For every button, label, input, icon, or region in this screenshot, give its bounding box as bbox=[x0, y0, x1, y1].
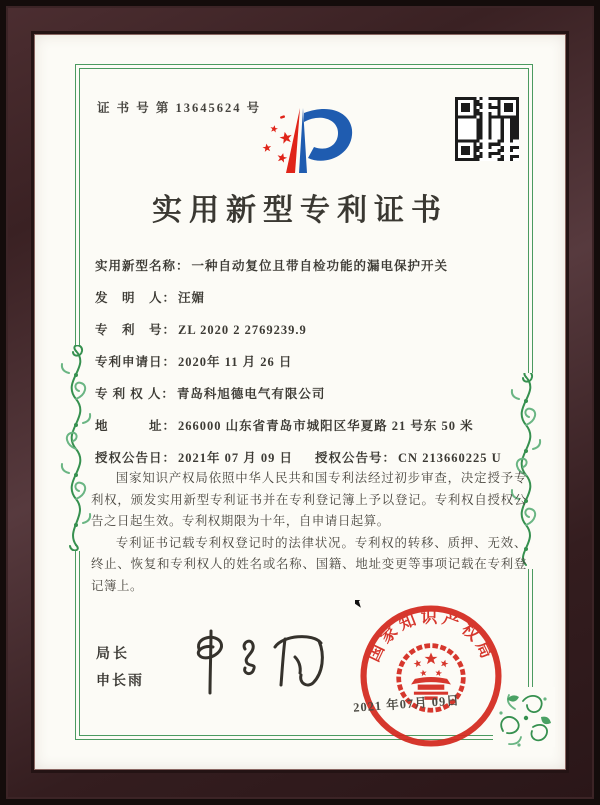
field-name: 实用新型名称： 一种自动复位且带自检功能的漏电保护开关 bbox=[95, 259, 449, 273]
field-address: 地 址： 266000 山东省青岛市城阳区华夏路 21 号东 50 米 bbox=[95, 419, 474, 433]
field-inventor: 发 明 人： 汪媚 bbox=[95, 291, 206, 305]
certificate-number: 证 书 号 第 13645624 号 bbox=[97, 101, 262, 115]
cnipa-logo-icon bbox=[241, 101, 363, 181]
certificate-paper bbox=[35, 35, 565, 769]
director-title: 局长 bbox=[96, 647, 130, 662]
cnipa-seal bbox=[352, 600, 507, 752]
field-patent-number: 专 利 号： ZL 2020 2 2769239.9 bbox=[95, 323, 307, 337]
field-filing-date: 专利申请日： 2020年 11 月 26 日 bbox=[95, 355, 293, 369]
field-patentee: 专 利 权 人： 青岛科旭德电气有限公司 bbox=[95, 387, 326, 401]
legal-paragraph: 国家知识产权局依照中华人民共和国专利法经过初步审查，决定授予专利权，颁发实用新型专利证书并在专利登记簿上予以登记。专利权自授权公告之日起生效。专利权期限为十年，自申请日起算。 bbox=[91, 471, 527, 528]
legal-paragraph: 专利证书记载专利权登记时的法律状况。专利权的转移、质押、无效、终止、恢复和专利权人的姓名或名称、国籍、地址变更等事项记载在专利登记簿上。 bbox=[91, 535, 527, 593]
director-name: 申长雨 bbox=[96, 674, 144, 689]
seal-ring-text: 国家知识产权局 bbox=[363, 607, 499, 665]
qr-code bbox=[455, 97, 519, 161]
legal-text bbox=[91, 468, 527, 597]
certificate-title: 实用新型专利证书 bbox=[152, 194, 448, 227]
director-signature bbox=[183, 625, 333, 703]
field-grant-number: 授权公告号： CN 213660225 U bbox=[315, 451, 502, 465]
grant-date-stamp: 2021 年07月 09日 bbox=[352, 693, 461, 715]
field-grant-row: 授权公告日： 2021年 07 月 09 日 授权公告号： CN 213660225 U bbox=[95, 448, 293, 466]
